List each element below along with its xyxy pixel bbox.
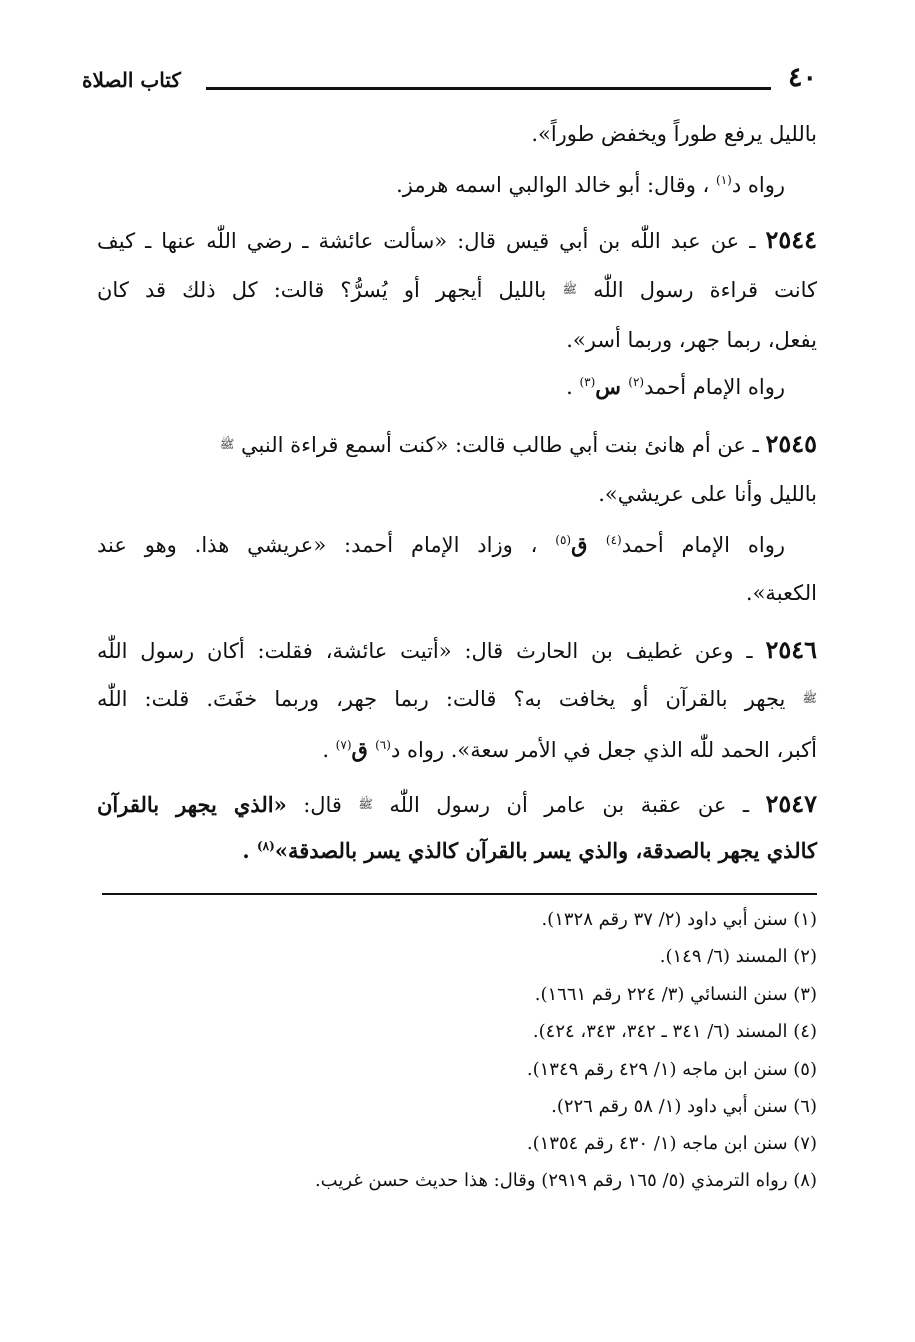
footnote-7: (٧) سنن ابن ماجه (١/ ٤٣٠ رقم ١٣٥٤). xyxy=(526,1133,817,1154)
footnote-2: (٢) المسند (٦/ ١٤٩). xyxy=(659,946,817,967)
hadith-2544-line-3: يفعل، ربما جهر، وربما أسر». xyxy=(566,328,817,352)
footnote-ref: (٥) xyxy=(555,533,572,547)
source-line: رواه د$^{(١)}$ ، وقال: أبو خالد الوالبي اسمه هرمز. xyxy=(396,173,785,197)
hadith-2547-line-1: ٢٥٤٧ ـ عن عقبة بن عامر أن رسول اللّٰه ﷺ قال: «الذي يجهر بالقرآن xyxy=(97,789,817,818)
footnote-ref: (٧) xyxy=(335,738,352,752)
honorific-glyph: ﷺ xyxy=(802,691,817,705)
footnote-3: (٣) سنن النسائي (٣/ ٢٢٤ رقم ١٦٦١). xyxy=(534,984,817,1005)
running-title: كتاب الصلاة xyxy=(82,68,181,92)
footnote-rule xyxy=(102,893,817,895)
hadith-2545-line-1: ٢٥٤٥ ـ عن أم هانئ بنت أبي طالب قالت: «كنت أسمع قراءة النبي ﷺ xyxy=(219,429,817,458)
footnote-5: (٥) سنن ابن ماجه (١/ ٤٢٩ رقم ١٣٤٩). xyxy=(526,1059,817,1080)
text-line: الكعبة». xyxy=(745,581,817,605)
footnote-ref: (٦) xyxy=(375,738,391,752)
footnote-4: (٤) المسند (٦/ ٣٤١ ـ ٣٤٢، ٣٤٣، ٤٢٤). xyxy=(532,1021,817,1042)
footnote-ref: (٣) xyxy=(579,375,596,389)
page-number: ٤٠ xyxy=(787,62,817,93)
hadith-2544-line-1: ٢٥٤٤ ـ عن عبد اللّٰه بن أبي قيس قال: «سألت عائشة ـ رضي اللّٰه عنها ـ كيف xyxy=(97,225,817,254)
page-header xyxy=(82,62,817,108)
footnote-6: (٦) سنن أبي داود (١/ ٥٨ رقم ٢٢٦). xyxy=(551,1096,817,1117)
footnote-ref: (٤) xyxy=(605,533,622,547)
hadith-number: ٢٥٤٤ xyxy=(765,225,817,254)
footnote-ref: (٢) xyxy=(628,375,645,389)
hadith-2546-line-3: أكبر، الحمد للّٰه الذي جعل في الأمر سعة». رواه د$^{(٦)}$ ق$^{(٧)}$ . xyxy=(322,737,817,762)
footnote-ref: (٨) xyxy=(256,839,275,853)
hadith-2547-line-2: كالذي يجهر بالصدقة، والذي يسر بالقرآن كالذي يسر بالصدقة»$^{(٨)}$ . xyxy=(242,838,817,863)
footnote-ref: (١) xyxy=(716,173,732,187)
footnote-1: (١) سنن أبي داود (٢/ ٣٧ رقم ١٣٢٨). xyxy=(541,909,817,930)
hadith-number: ٢٥٤٥ xyxy=(765,429,817,458)
honorific-glyph: ﷺ xyxy=(562,282,578,296)
header-rule xyxy=(206,87,771,90)
hadith-2546-line-2: ﷺ يجهر بالقرآن أو يخافت به؟ قالت: ربما جهر، وربما خفَتَ. قلت: اللّٰه xyxy=(97,687,817,711)
footnote-8: (٨) رواه الترمذي (٥/ ١٦٥ رقم ٢٩١٩) وقال: هذا حديث حسن غريب. xyxy=(314,1170,817,1191)
hadith-2544-line-2: كانت قراءة رسول اللّٰه ﷺ بالليل أيجهر أو يُسرُّ؟ قالت: كل ذلك قد كان xyxy=(97,278,818,302)
honorific-glyph: ﷺ xyxy=(219,437,235,451)
hadith-number: ٢٥٤٦ xyxy=(765,635,817,664)
source-line: رواه الإمام أحمد$^{(٢)}$ س$^{(٣)}$ . xyxy=(566,374,785,399)
honorific-glyph: ﷺ xyxy=(358,797,373,811)
hadith-2545-line-2: بالليل وأنا على عريشي». xyxy=(598,482,817,506)
text-line: بالليل يرفع طوراً ويخفض طوراً». xyxy=(531,122,817,146)
hadith-2546-line-1: ٢٥٤٦ ـ وعن غطيف بن الحارث قال: «أتيت عائشة، فقلت: أكان رسول اللّٰه xyxy=(97,635,817,664)
hadith-number: ٢٥٤٧ xyxy=(765,789,817,818)
source-line: رواه الإمام أحمد$^{(٤)}$ ق$^{(٥)}$ ، وزاد الإمام أحمد: «عريشي هذا. وهو عند xyxy=(97,532,785,557)
